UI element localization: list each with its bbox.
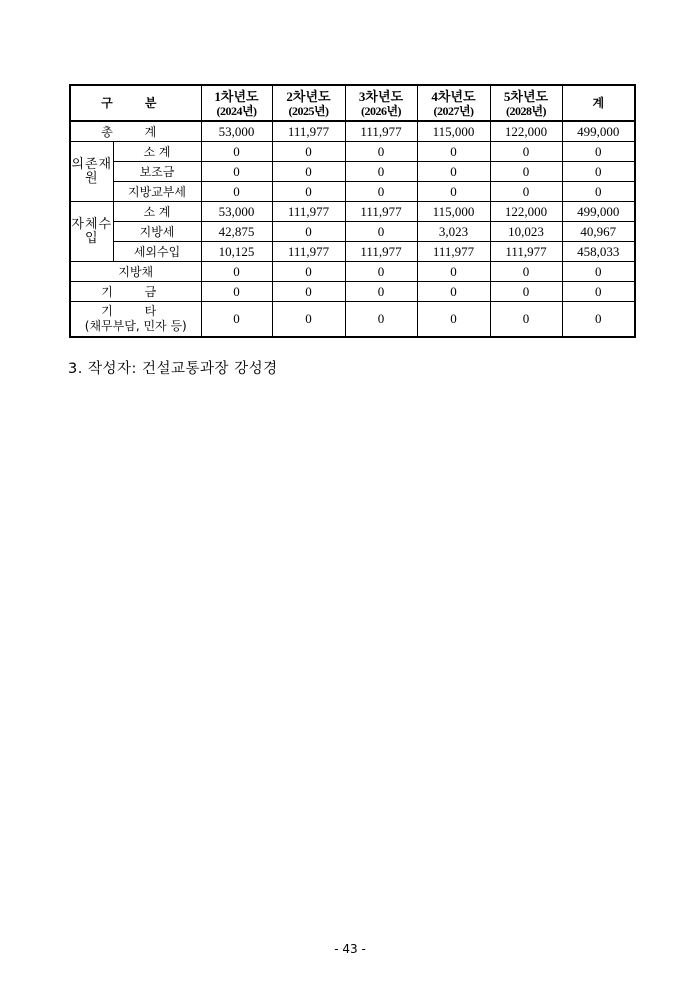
cell: 0 bbox=[490, 182, 562, 202]
table-header-row bbox=[70, 85, 635, 121]
cell: 0 bbox=[272, 302, 345, 338]
cell: 0 bbox=[272, 162, 345, 182]
cell: 0 bbox=[490, 142, 562, 162]
row-label: 지방채 bbox=[70, 262, 201, 282]
cell: 0 bbox=[272, 262, 345, 282]
table-row bbox=[70, 162, 635, 182]
cell: 111,977 bbox=[417, 242, 490, 262]
header-year-1: 1차년도 (2024년) bbox=[201, 85, 272, 121]
header-year-3: 3차년도 (2026년) bbox=[345, 85, 417, 121]
cell: 0 bbox=[201, 262, 272, 282]
cell: 115,000 bbox=[417, 202, 490, 222]
table-row-fund bbox=[70, 282, 635, 302]
cell: 111,977 bbox=[272, 121, 345, 142]
cell: 53,000 bbox=[201, 202, 272, 222]
cell: 0 bbox=[201, 302, 272, 338]
cell: 0 bbox=[272, 182, 345, 202]
table-row-etc bbox=[70, 302, 635, 338]
etc-label-bottom: (채무부담, 민자 등) bbox=[84, 319, 187, 333]
cell: 111,977 bbox=[345, 202, 417, 222]
cell: 0 bbox=[562, 282, 635, 302]
header-total: 계 bbox=[562, 85, 635, 121]
table-row bbox=[70, 242, 635, 262]
cell: 10,023 bbox=[490, 222, 562, 242]
cell: 42,875 bbox=[201, 222, 272, 242]
header-year-5: 5차년도 (2028년) bbox=[490, 85, 562, 121]
cell: 0 bbox=[417, 302, 490, 338]
cell: 0 bbox=[201, 182, 272, 202]
cell: 0 bbox=[562, 142, 635, 162]
cell: 111,977 bbox=[345, 121, 417, 142]
etc-label-top: 기 타 bbox=[101, 304, 171, 318]
cell: 0 bbox=[490, 162, 562, 182]
row-label bbox=[70, 302, 201, 338]
table-row bbox=[70, 142, 635, 162]
table-row-bond bbox=[70, 262, 635, 282]
cell: 111,977 bbox=[490, 242, 562, 262]
author-note: 3. 작성자: 건설교통과장 강성경 bbox=[68, 361, 278, 377]
cell: 0 bbox=[345, 262, 417, 282]
row-label: 소 계 bbox=[113, 202, 201, 222]
header-year-4: 4차년도 (2027년) bbox=[417, 85, 490, 121]
cell: 0 bbox=[562, 182, 635, 202]
row-label: 총 계 bbox=[70, 121, 201, 142]
cell: 499,000 bbox=[562, 202, 635, 222]
cell: 0 bbox=[345, 162, 417, 182]
cell: 0 bbox=[345, 282, 417, 302]
cell: 115,000 bbox=[417, 121, 490, 142]
cell: 0 bbox=[345, 222, 417, 242]
row-label: 기 금 bbox=[70, 282, 201, 302]
cell: 111,977 bbox=[345, 242, 417, 262]
cell: 0 bbox=[562, 262, 635, 282]
row-label: 소 계 bbox=[113, 142, 201, 162]
header-year-2: 2차년도 (2025년) bbox=[272, 85, 345, 121]
cell: 53,000 bbox=[201, 121, 272, 142]
cell: 0 bbox=[562, 162, 635, 182]
row-label: 지방교부세 bbox=[113, 182, 201, 202]
cell: 0 bbox=[345, 182, 417, 202]
cell: 111,977 bbox=[272, 242, 345, 262]
cell: 0 bbox=[272, 282, 345, 302]
cell: 0 bbox=[201, 142, 272, 162]
page-number: - 43 - bbox=[334, 942, 366, 956]
cell: 499,000 bbox=[562, 121, 635, 142]
table-row bbox=[70, 182, 635, 202]
table-row bbox=[70, 202, 635, 222]
cell: 0 bbox=[345, 142, 417, 162]
cell: 0 bbox=[562, 302, 635, 338]
cell: 40,967 bbox=[562, 222, 635, 242]
cell: 3,023 bbox=[417, 222, 490, 242]
table-row-total bbox=[70, 121, 635, 142]
header-label: 구 분 bbox=[70, 85, 201, 121]
cell: 0 bbox=[345, 302, 417, 338]
row-label: 보조금 bbox=[113, 162, 201, 182]
cell: 458,033 bbox=[562, 242, 635, 262]
cell: 111,977 bbox=[272, 202, 345, 222]
cell: 0 bbox=[201, 282, 272, 302]
group-label-own: 자체수입 bbox=[70, 202, 113, 262]
cell: 0 bbox=[490, 262, 562, 282]
row-label: 지방세 bbox=[113, 222, 201, 242]
cell: 0 bbox=[272, 142, 345, 162]
cell: 122,000 bbox=[490, 121, 562, 142]
cell: 0 bbox=[417, 162, 490, 182]
cell: 0 bbox=[417, 182, 490, 202]
cell: 0 bbox=[490, 282, 562, 302]
cell: 0 bbox=[417, 282, 490, 302]
budget-table bbox=[69, 84, 636, 338]
cell: 0 bbox=[417, 262, 490, 282]
group-label-dependent: 의존재원 bbox=[70, 142, 113, 202]
cell: 0 bbox=[272, 222, 345, 242]
table-row bbox=[70, 222, 635, 242]
cell: 10,125 bbox=[201, 242, 272, 262]
cell: 0 bbox=[417, 142, 490, 162]
cell: 0 bbox=[201, 162, 272, 182]
cell: 0 bbox=[490, 302, 562, 338]
row-label: 세외수입 bbox=[113, 242, 201, 262]
cell: 122,000 bbox=[490, 202, 562, 222]
